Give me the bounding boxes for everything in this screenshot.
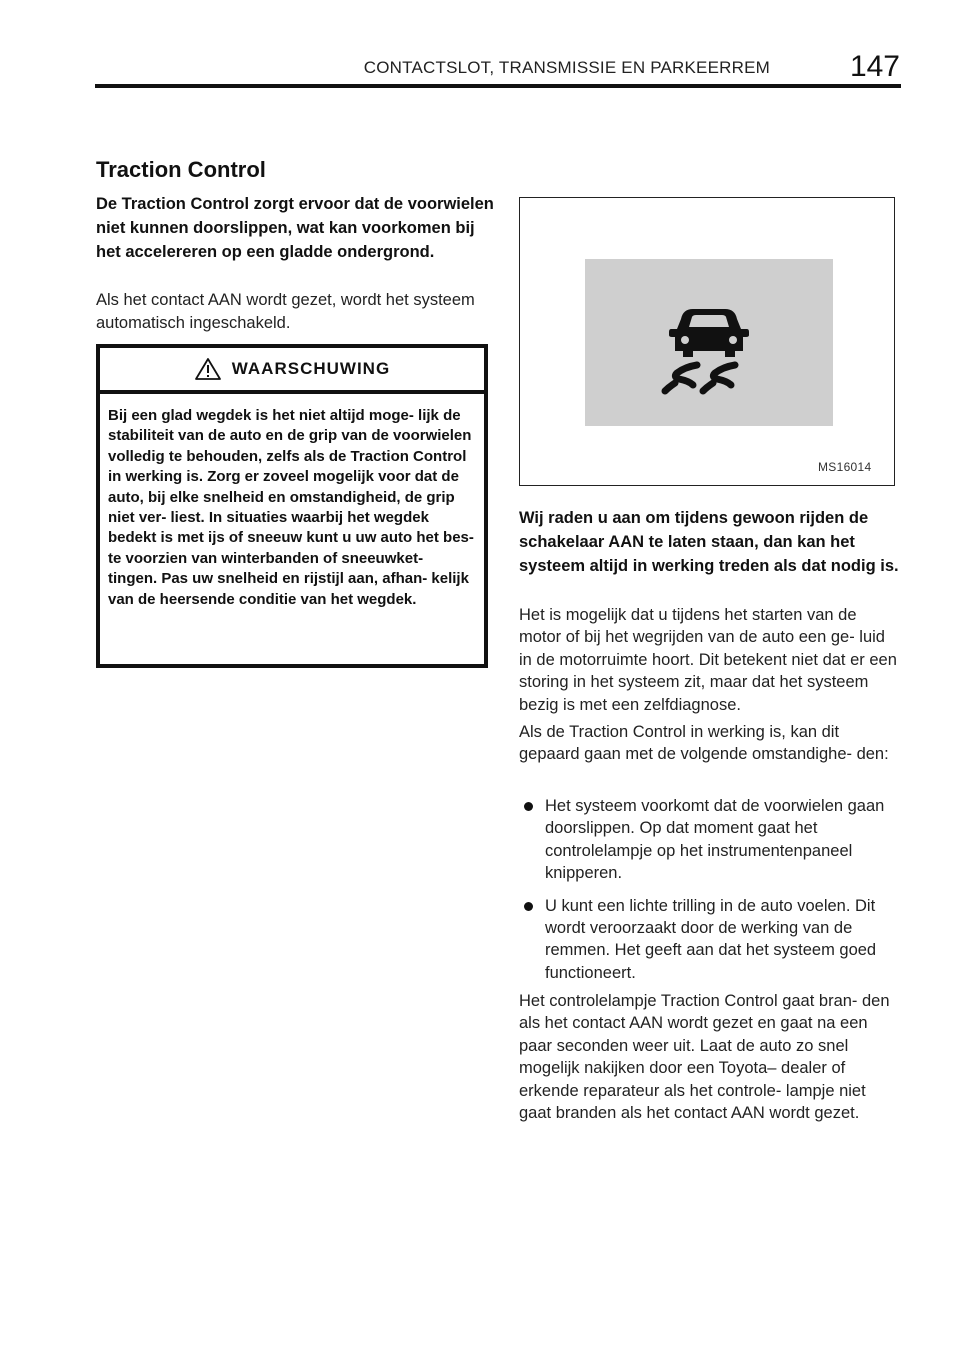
traction-control-indicator-icon xyxy=(585,259,833,426)
warning-triangle-icon xyxy=(194,357,222,381)
intro-paragraph: Als het contact AAN wordt gezet, wordt het systeem automatisch ingeschakeld. xyxy=(96,291,475,332)
conditions-list xyxy=(519,795,899,994)
indicator-figure xyxy=(519,197,895,486)
bullet-icon xyxy=(524,802,533,811)
list-item xyxy=(519,895,899,985)
list-item-text: U kunt een lichte trilling in de auto voelen. Dit wordt veroorzaakt door de werking van de remmen. Het geeft aan dat het systeem goed functioneert. xyxy=(545,896,877,982)
list-item-text: Het systeem voorkomt dat de voorwielen gaan doorslippen. Op dat moment gaat het controlelampje op het instrumentenpaneel knipperen. xyxy=(545,797,885,883)
section-title: Traction Control xyxy=(96,157,266,182)
figure-code: MS16014 xyxy=(818,460,872,474)
indicator-panel xyxy=(585,259,833,426)
chapter-title: CONTACTSLOT, TRANSMISSIE EN PARKEERREM xyxy=(363,58,770,77)
indicator-lamp-paragraph: Het controlelampje Traction Control gaat bran- den als het contact AAN wordt gezet en gaat na een paar seconden weer uit. Laat de auto zo snel mogelijk nakijken door een Toyota– dealer of erkende reparateur als het controle- lampje niet gaat branden als het contact AAN wordt gezet. xyxy=(519,992,890,1123)
warning-label: WAARSCHUWING xyxy=(231,359,391,378)
warning-box xyxy=(96,344,488,668)
bullet-icon xyxy=(524,902,533,911)
header-rule xyxy=(95,84,901,88)
page-number: 147 xyxy=(849,50,900,83)
self-diagnosis-paragraph: Het is mogelijk dat u tijdens het starten van de motor of bij het wegrijden van de auto een ge- luid in de motorruimte hoort. Dit betekent niet dat er een storing in het systeem zit, maar dat het systeem bezig is met een zelfdiagnose. xyxy=(519,606,897,714)
recommendation-paragraph: Wij raden u aan om tijdens gewoon rijden de schakelaar AAN te laten staan, dan kan het systeem altijd in werking treden als dat nodig is. xyxy=(519,509,899,575)
conditions-paragraph: Als de Traction Control in werking is, kan dit gepaard gaan met de volgende omstandighe- den: xyxy=(519,723,889,764)
list-item xyxy=(519,795,899,885)
warning-header xyxy=(100,348,484,394)
lead-paragraph: De Traction Control zorgt ervoor dat de voorwielen niet kunnen doorslippen, wat kan voorkomen bij het accelereren op een gladde ondergrond. xyxy=(96,195,494,261)
warning-text: Bij een glad wegdek is het niet altijd moge- lijk de stabiliteit van de auto en de grip van de voorwielen volledig te behouden, zelfs als de Traction Control in werking is. Zorg er zoveel mogelijk voor dat de auto, bij elke snelheid en omstandigheid, de grip niet ver- liest. In situaties waarbij het wegdek bedekt is met ijs of sneeuw kunt u uw auto het bes- te voorzien van winterbanden of sneeuwket- tingen. Pas uw snelheid en rijstijl aan, afhan- kelijk van de heersende conditie van het wegdek. xyxy=(108,407,474,608)
